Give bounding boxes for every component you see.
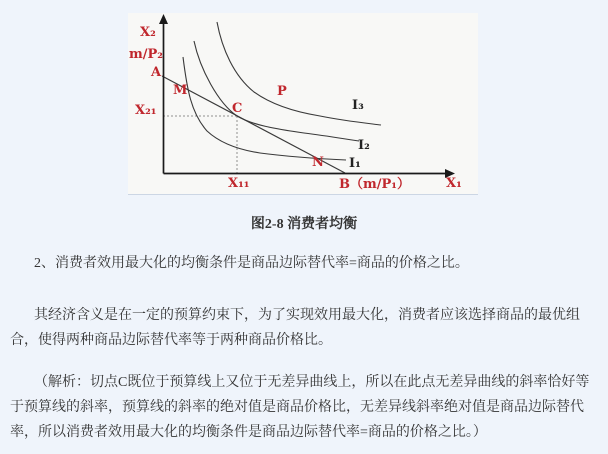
indifference-curve-i1 <box>183 57 346 160</box>
curve-i1-label: I₁ <box>349 156 361 171</box>
point-p-label: P <box>277 84 287 99</box>
point-m-label: M <box>173 83 188 98</box>
y-intercept-label: m/P₂ <box>129 47 163 62</box>
curve-i3-label: I₃ <box>352 98 364 113</box>
content <box>10 251 598 445</box>
x-axis-variable-label: X₁ <box>446 176 462 191</box>
point-n-label: N <box>312 155 324 170</box>
figure-image <box>128 13 478 195</box>
y-axis-arrow-icon <box>159 14 168 24</box>
point-c-label: C <box>232 101 243 116</box>
consumer-equilibrium-diagram <box>128 13 478 194</box>
paragraph-economic-meaning: 其经济含义是在一定的预算约束下，为了实现效用最大化，消费者应该选择商品的最优组合，使得两种商品边际替代率等于两种商品价格比。 <box>10 308 580 348</box>
x-coordinate-label: X₁₁ <box>228 176 250 191</box>
paragraph-analysis: （解析：切点C既位于预算线上又位于无差异曲线上，所以在此点无差异曲线的斜率恰好等于预算线的斜率，预算线的斜率的绝对值是商品价格比，无差异线斜率绝对值是商品边际替代率，所以消费者效用最大化的均衡条件是商品边际替代率=商品的价格之比。） <box>10 375 590 440</box>
y-axis-variable-label: X₂ <box>140 25 156 40</box>
point-b-label: B（m/P₁） <box>339 177 410 192</box>
curve-i2-label: I₂ <box>358 138 370 153</box>
figure-caption: 图2-8 消费者均衡 <box>250 217 358 232</box>
point-a-label: A <box>151 65 162 80</box>
y-coordinate-label: X₂₁ <box>135 103 157 118</box>
paragraph-equilibrium-condition: 2、消费者效用最大化的均衡条件是商品边际替代率=商品的价格之比。 <box>34 256 469 271</box>
